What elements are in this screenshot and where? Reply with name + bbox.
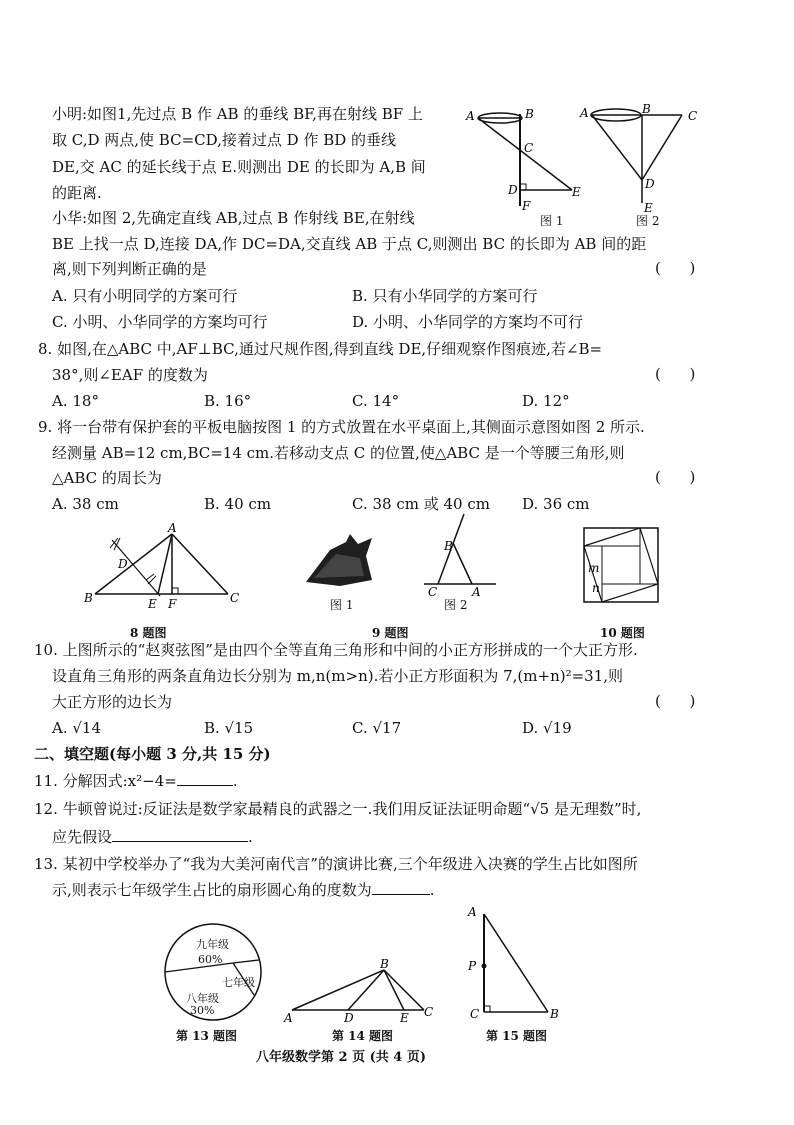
q9-fig2-caption: 图 2	[444, 598, 468, 612]
pie-label-grade7: 七年级	[222, 976, 255, 989]
q7-fig1-caption: 图 1	[540, 214, 564, 228]
q7-fig2-caption: 图 2	[636, 214, 660, 228]
q10-figure	[580, 526, 664, 606]
pie-label-grade9: 九年级	[196, 938, 229, 951]
q9-answer-paren: ( )	[655, 468, 696, 486]
fig8-label-a: A	[168, 522, 177, 535]
fig10-label-m: m	[588, 561, 600, 575]
fig15-label-p: P	[468, 959, 477, 973]
fig14-label-e: E	[400, 1011, 409, 1025]
fig10-label-n: n	[592, 581, 600, 595]
q10-line-1: 10. 上图所示的“赵爽弦图”是由四个全等直角三角形和中间的小正方形拼成的一个大正方形.	[34, 641, 638, 659]
q9-option-a: A. 38 cm	[52, 495, 119, 513]
fig1-label-a: A	[466, 109, 475, 123]
q7-option-c: C. 小明、小华同学的方案均可行	[52, 313, 268, 331]
q7-line-4: 的距离.	[52, 184, 102, 202]
q8-line-2: 38°,则∠EAF 的度数为	[52, 366, 208, 384]
q11-answer-blank[interactable]	[177, 771, 233, 786]
q8-option-d: D. 12°	[522, 392, 570, 410]
fig9-label-b: B	[444, 539, 453, 553]
fig2-label-c: C	[688, 109, 698, 123]
q9-figure-2	[420, 510, 500, 600]
q12-text: 应先假设	[52, 828, 113, 846]
fig8-label-d: D	[118, 557, 128, 571]
q7-figure-2	[578, 98, 708, 218]
fig1-label-e: E	[572, 185, 581, 199]
q9-line-2: 经测量 AB=12 cm,BC=14 cm.若移动支点 C 的位置,使△ABC 是一个等腰三角形,则	[52, 444, 625, 462]
q13-text: 示,则表示七年级学生占比的扇形圆心角的度数为	[52, 881, 372, 899]
q7-option-a: A. 只有小明同学的方案可行	[52, 287, 238, 305]
q13-figure-caption: 第 13 题图	[176, 1029, 238, 1043]
q7-option-d: D. 小明、小华同学的方案均不可行	[352, 313, 584, 331]
fig1-label-f: F	[522, 199, 531, 213]
fig8-label-e: E	[148, 597, 157, 611]
fig2-label-d: D	[645, 177, 655, 191]
fig8-label-b: B	[84, 591, 93, 605]
q9-tablet-photo	[300, 532, 380, 592]
section-2-heading: 二、填空题(每小题 3 分,共 15 分)	[34, 745, 271, 763]
q7-line-7: 离,则下列判断正确的是	[52, 260, 207, 278]
fig8-label-f: F	[168, 597, 177, 611]
q7-option-b: B. 只有小华同学的方案可行	[352, 287, 538, 305]
q8-answer-paren: ( )	[655, 365, 696, 383]
q10-answer-paren: ( )	[655, 692, 696, 710]
q9-line-3: △ABC 的周长为	[52, 469, 162, 487]
q8-figure-caption: 8 题图	[130, 626, 167, 640]
q8-option-a: A. 18°	[52, 392, 99, 410]
fig15-label-a: A	[468, 905, 477, 919]
fig2-label-a: A	[580, 106, 589, 120]
fig14-label-b: B	[380, 957, 389, 971]
q12-line-1: 12. 牛顿曾说过:反证法是数学家最精良的武器之一.我们用反证法证明命题“√5 是无理数”时,	[34, 800, 642, 818]
pie-label-grade8-pct: 30%	[190, 1004, 215, 1017]
q15-figure-caption: 第 15 题图	[486, 1029, 548, 1043]
pie-label-grade8: 八年级	[186, 992, 219, 1005]
q7-line-3: DE,交 AC 的延长线于点 E.则测出 DE 的长即为 A,B 间	[52, 158, 426, 176]
q12-answer-blank[interactable]	[112, 827, 248, 842]
q13-line-1: 13. 某初中学校举办了“我为大美河南代言”的演讲比赛,三个年级进入决赛的学生占比如图所	[34, 855, 638, 873]
fig15-label-c: C	[470, 1007, 480, 1021]
q10-line-2: 设直角三角形的两条直角边长分别为 m,n(m>n).若小正方形面积为 7,(m+n)²=31,则	[52, 667, 624, 685]
q7-line-2: 取 C,D 两点,使 BC=CD,接着过点 D 作 BD 的垂线	[52, 131, 397, 149]
q12-line-2	[52, 827, 253, 847]
q13-suffix: .	[429, 881, 435, 899]
fig9-label-c: C	[428, 585, 438, 599]
q10-option-a: A. √14	[52, 719, 102, 737]
q9-option-b: B. 40 cm	[204, 495, 272, 513]
q9-fig1-caption: 图 1	[330, 598, 354, 612]
pie-label-grade9-pct: 60%	[198, 953, 223, 966]
q8-figure	[80, 522, 250, 622]
q7-line-1: 小明:如图1,先过点 B 作 AB 的垂线 BF,再在射线 BF 上	[52, 105, 423, 123]
fig1-label-c: C	[524, 141, 534, 155]
q11-line	[34, 771, 238, 791]
fig2-label-e: E	[644, 201, 653, 215]
q9-option-c: C. 38 cm 或 40 cm	[352, 495, 490, 513]
q7-figure-1	[462, 98, 592, 228]
fig14-label-c: C	[424, 1005, 434, 1019]
q7-answer-paren: ( )	[655, 259, 696, 277]
q8-line-1: 8. 如图,在△ABC 中,AF⊥BC,通过尺规作图,得到直线 DE,仔细观察作图痕迹,若∠B=	[38, 340, 603, 358]
q14-figure	[282, 956, 442, 1026]
fig14-label-a: A	[284, 1011, 293, 1025]
q11-text: 11. 分解因式:x²−4=	[34, 772, 177, 790]
fig1-label-b: B	[525, 107, 534, 121]
q9-figure-caption: 9 题图	[372, 626, 409, 640]
q15-figure	[462, 904, 572, 1024]
fig8-label-c: C	[230, 591, 240, 605]
q9-option-d: D. 36 cm	[522, 495, 590, 513]
q9-line-1: 9. 将一台带有保护套的平板电脑按图 1 的方式放置在水平桌面上,其侧面示意图如图 2 所示.	[38, 418, 645, 436]
q11-suffix: .	[232, 772, 238, 790]
fig15-label-b: B	[550, 1007, 559, 1021]
q10-line-3: 大正方形的边长为	[52, 693, 173, 711]
q10-option-d: D. √19	[522, 719, 572, 737]
q12-suffix: .	[248, 828, 253, 846]
q14-figure-caption: 第 14 题图	[332, 1029, 394, 1043]
page-footer: 八年级数学第 2 页 (共 4 页)	[256, 1050, 427, 1065]
q10-figure-caption: 10 题图	[600, 626, 645, 640]
fig9-label-a: A	[472, 585, 481, 599]
q10-option-b: B. √15	[204, 719, 254, 737]
q10-option-c: C. √17	[352, 719, 402, 737]
fig1-label-d: D	[508, 183, 518, 197]
q8-option-c: C. 14°	[352, 392, 400, 410]
q13-answer-blank[interactable]	[372, 880, 430, 895]
q7-line-5: 小华:如图 2,先确定直线 AB,过点 B 作射线 BE,在射线	[52, 209, 415, 227]
q13-line-2	[52, 880, 435, 900]
q7-line-6: BE 上找一点 D,连接 DA,作 DC=DA,交直线 AB 于点 C,则测出 BC 的长即为 AB 间的距	[52, 235, 647, 253]
fig14-label-d: D	[344, 1011, 354, 1025]
fig2-label-b: B	[642, 102, 651, 116]
q8-option-b: B. 16°	[204, 392, 252, 410]
